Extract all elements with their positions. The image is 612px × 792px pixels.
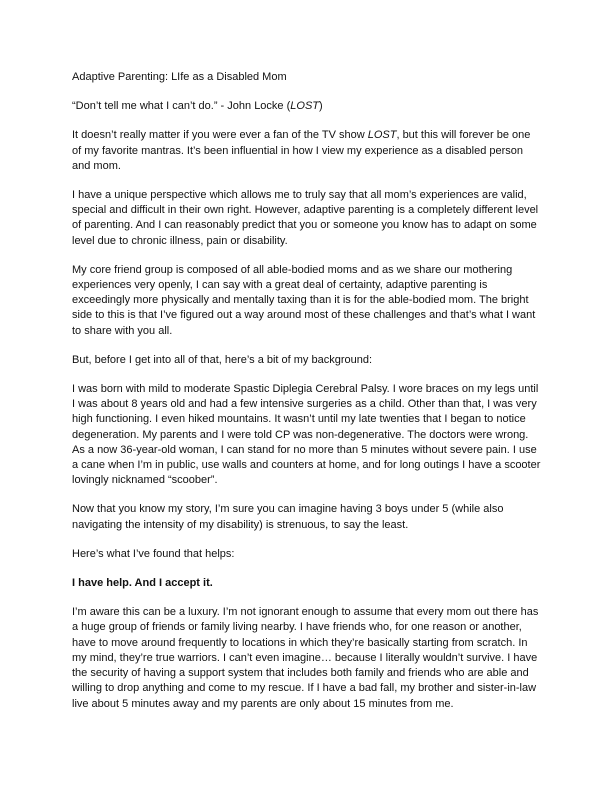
quote-source: LOST	[290, 100, 319, 113]
document-title: Adaptive Parenting: LIfe as a Disabled Mom	[72, 71, 287, 83]
paragraph-perspective: I have a unique perspective which allows me to truly say that all mom’s experiences are valid, special and difficult in their own right. However, adaptive parenting is a completely different level of parenting. And I can reasonably predict that you or someone you know has to adapt on some level due to chronic illness, pain or disability.	[72, 189, 539, 247]
paragraph-support: I’m aware this can be a luxury. I’m not ignorant enough to assume that every mom out there has a huge group of friends or family living nearby. I have friends who, for one reason or another, have to move around frequently to locations in which they’re basically starting from scratch. In my mind, they’re true warriors. I can’t even imagine… because I literally wouldn’t survive. I have the security of having a support system that includes both family and friends who are able and willing to drop anything and come to my rescue. If I have a bad fall, my brother and sister-in-law live about 5 minutes away and my parents are only about 15 minutes from me.	[72, 606, 539, 710]
section-heading: I have help. And I accept it.	[72, 577, 213, 590]
paragraph-intro	[72, 128, 541, 174]
paragraph-friend-group: My core friend group is composed of all able-bodied moms and as we share our mothering experiences very openly, I can say with a great deal of certainty, adaptive parenting is exceedingly more physically and mentally taxing than it is for the able-bodied mom. The bright side to this is that I’ve figured out a way around most of these challenges and that’s what I want to share with you all.	[72, 263, 536, 337]
quote-text: “Don’t tell me what I can’t do.” - John Locke (	[72, 100, 291, 113]
paragraph-background-lead: But, before I get into all of that, here’s a bit of my background:	[72, 353, 373, 366]
paragraph-story: Now that you know my story, I’m sure you can imagine having 3 boys under 5 (while also navigating the intensity of my disability) is strenuous, to say the least.	[72, 503, 504, 531]
quote-close: )	[319, 100, 323, 113]
show-title: LOST	[367, 129, 397, 142]
paragraph-intro-before: It doesn’t really matter if you were ever a fan of the TV show	[72, 129, 368, 142]
paragraph-helps-lead: Here’s what I’ve found that helps:	[72, 547, 235, 560]
paragraph-background: I was born with mild to moderate Spastic Diplegia Cerebral Palsy. I wore braces on my legs until I was about 8 years old and had a few intensive surgeries as a child. Other than that, I was very high functioning. I even hiked mountains. It wasn’t until my late twenties that I began to notice degeneration. My parents and I were told CP was non-degenerative. The doctors were wrong. As a now 36-year-old woman, I can stand for no more than 5 minutes without severe pain. I use a cane when I’m in public, use walls and counters at home, and for long outings I have a scooter lovingly nicknamed “scoober”.	[72, 383, 541, 487]
paragraph-intro-after: , but this will forever be one of my favorite mantras. It’s been influential in how I view my experience as a disabled person and mom.	[72, 129, 531, 172]
opening-quote	[72, 99, 541, 114]
